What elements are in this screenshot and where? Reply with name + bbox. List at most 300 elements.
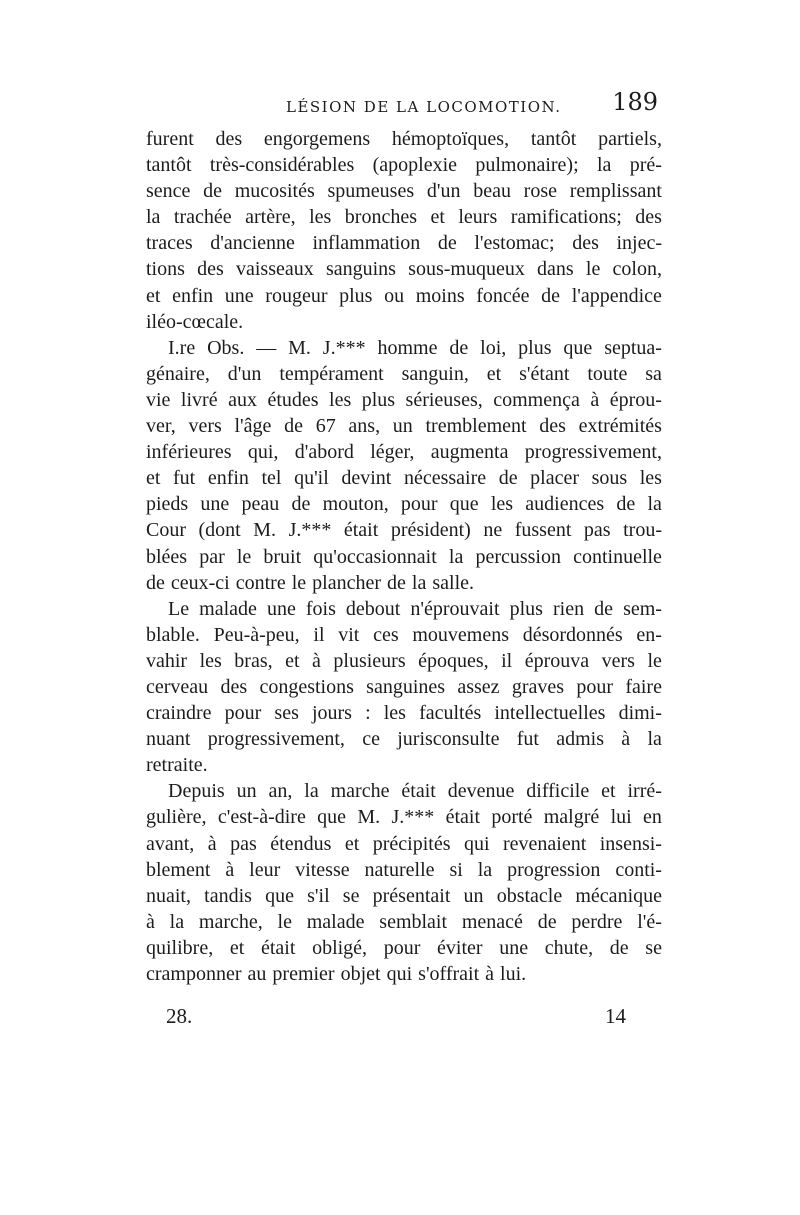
word: fois: [305, 597, 336, 620]
word: devint: [341, 467, 392, 490]
word: leurs: [458, 206, 498, 229]
word: des: [215, 128, 243, 150]
word: à: [485, 963, 495, 985]
text-line: [146, 596, 662, 622]
word: avant,: [146, 832, 195, 855]
word: engorgemens: [263, 128, 371, 150]
word: (apoplexie: [372, 154, 457, 177]
word: augmenta: [430, 441, 509, 464]
word: malgré: [543, 806, 600, 829]
word: facultés: [419, 702, 482, 725]
word: beau: [473, 180, 511, 203]
text-line: [146, 857, 662, 883]
word: (dont: [198, 519, 241, 542]
word: mouton,: [322, 493, 389, 516]
word: sérieuses,: [405, 388, 483, 411]
word: objet: [340, 963, 381, 985]
text-line: [146, 831, 662, 857]
text-line: [146, 570, 662, 596]
word: d'ancienne: [210, 232, 295, 255]
word: Le: [168, 597, 190, 620]
word: rougeur: [265, 284, 328, 307]
word: gulière,: [146, 806, 207, 829]
word: nuant: [146, 728, 191, 751]
word: hémoptoïques,: [391, 128, 510, 150]
word: mucosités: [234, 180, 315, 203]
word: bronches: [344, 206, 417, 229]
word: vahir: [146, 649, 188, 672]
word: à: [146, 910, 155, 933]
word: époques,: [418, 649, 489, 672]
word: M.: [357, 806, 381, 829]
word: remplissant: [569, 180, 662, 203]
word: était: [445, 806, 481, 829]
word: plusieurs: [333, 649, 406, 672]
word: lui.: [500, 963, 527, 985]
word: progression: [507, 858, 601, 881]
word: furent: [146, 128, 194, 150]
word: le: [585, 258, 601, 281]
text-line: [146, 335, 662, 361]
word: moins: [415, 284, 465, 307]
word: de: [537, 910, 557, 933]
word: se: [342, 884, 360, 907]
word: qui,: [247, 441, 279, 464]
word: de: [594, 597, 614, 620]
word: artère,: [245, 206, 296, 229]
word: précipités: [372, 832, 451, 855]
word: vers: [601, 649, 635, 672]
word: de: [616, 493, 636, 516]
word: craindre: [146, 702, 212, 725]
word: marche: [330, 780, 390, 803]
word: n'éprouvait: [410, 597, 500, 620]
word: les: [639, 467, 662, 490]
word: qui: [463, 832, 490, 855]
word: s'offrait: [418, 963, 480, 985]
word: ou: [384, 284, 405, 307]
word: I.re: [168, 336, 196, 359]
word: dans: [537, 258, 574, 281]
word: des: [635, 206, 662, 229]
word: qu'occasionnait: [313, 545, 437, 568]
word: les: [490, 493, 514, 516]
word: enfin: [172, 284, 214, 307]
word: graves: [511, 675, 565, 698]
word: M.: [253, 519, 277, 542]
word: tions: [146, 258, 185, 281]
word: M.: [288, 336, 311, 359]
word: pré-: [629, 154, 662, 177]
word: d'un: [426, 180, 461, 203]
word: traces: [146, 232, 193, 255]
text-line: [146, 361, 662, 387]
word: inflammation: [312, 232, 421, 255]
word: la: [448, 545, 464, 568]
word: désordonnés: [522, 623, 623, 646]
word: l'appendice: [571, 284, 662, 307]
word: s'étant: [519, 362, 570, 385]
body-text: [146, 126, 662, 987]
word: les: [199, 649, 222, 672]
word: J.***: [288, 519, 332, 542]
word: malade: [199, 597, 257, 620]
word: pas: [583, 519, 611, 542]
word: injec-: [616, 232, 662, 255]
word: des: [539, 415, 566, 438]
word: vers: [188, 415, 222, 438]
word: la: [411, 571, 427, 594]
word: pulmonaire);: [475, 154, 579, 177]
word: à: [207, 832, 217, 855]
word: leur: [249, 858, 281, 881]
word: Cour: [146, 519, 186, 542]
word: la: [304, 780, 319, 803]
word: plus: [509, 597, 543, 620]
word: revenaient: [503, 832, 587, 855]
word: des: [220, 675, 248, 698]
text-line: [146, 439, 662, 465]
text-line: [146, 648, 662, 674]
word: ces: [373, 623, 399, 646]
word: devenue: [447, 780, 515, 803]
word: partiels,: [598, 128, 662, 150]
text-line: [146, 674, 662, 700]
word: Obs.: [207, 336, 245, 359]
word: et: [285, 649, 300, 672]
word: audiences: [525, 493, 605, 516]
word: ne: [483, 519, 503, 542]
text-line: [146, 256, 662, 282]
word: tempérament: [279, 362, 384, 385]
word: insensi-: [599, 832, 662, 855]
word: le: [647, 649, 662, 672]
word: inférieures: [146, 441, 232, 464]
word: vitesse: [295, 858, 350, 881]
word: que: [317, 806, 347, 829]
word: le: [236, 545, 252, 568]
word: marche,: [198, 910, 263, 933]
word: était: [260, 936, 296, 959]
word: intellectuelles: [494, 702, 606, 725]
word: toute: [587, 362, 628, 385]
word: rose: [523, 180, 557, 203]
word: peau: [241, 493, 280, 516]
text-line: [146, 126, 662, 152]
word: un: [392, 415, 413, 438]
word: léger,: [370, 441, 415, 464]
word: percussion: [475, 545, 561, 568]
word: nuait,: [146, 884, 191, 907]
word: ce: [362, 728, 380, 751]
word: études: [267, 388, 319, 411]
word: blées: [146, 545, 188, 568]
word: contre: [235, 571, 286, 594]
word: nécessaire: [403, 467, 487, 490]
word: de: [284, 415, 303, 438]
word: vit: [338, 623, 360, 646]
text-line: [146, 883, 662, 909]
word: la: [647, 728, 662, 751]
text-line: [146, 230, 662, 256]
word: pas: [230, 832, 257, 855]
word: éprouva: [524, 649, 590, 672]
word: Peu-à-peu,: [213, 623, 300, 646]
word: trou-: [623, 519, 662, 542]
word: en: [643, 806, 662, 829]
word: ses: [274, 702, 299, 725]
word: iléo-cœcale.: [146, 310, 244, 333]
word: jours: [311, 702, 352, 725]
word: éviter: [437, 936, 483, 959]
word: plus: [361, 388, 396, 411]
word: livré: [180, 388, 218, 411]
word: salle.: [432, 571, 475, 594]
word: obligé,: [312, 936, 368, 959]
text-line: [146, 204, 662, 230]
word: qui: [386, 963, 413, 985]
word: naturelle: [364, 858, 435, 881]
word: que: [449, 493, 479, 516]
text-line: [146, 961, 662, 987]
word: à: [621, 728, 631, 751]
word: des: [197, 258, 224, 281]
word: et: [344, 832, 360, 855]
word: les: [329, 388, 352, 411]
word: le: [291, 571, 307, 594]
text-line: [146, 387, 662, 413]
word: J.***: [391, 806, 435, 829]
word: admis: [556, 728, 605, 751]
word: tantôt: [146, 154, 192, 177]
word: la: [596, 154, 612, 177]
word: d'un: [227, 362, 262, 385]
word: septua-: [604, 336, 662, 359]
word: debout: [345, 597, 401, 620]
word: chute,: [544, 936, 594, 959]
word: progressivement,: [524, 441, 662, 464]
word: sanguin,: [401, 362, 469, 385]
word: plus: [339, 284, 373, 307]
word: en-: [636, 623, 662, 646]
word: et: [486, 362, 502, 385]
text-line: [146, 935, 662, 961]
word: président): [390, 519, 471, 542]
word: d'abord: [294, 441, 354, 464]
text-line: [146, 283, 662, 309]
word: commença: [493, 388, 580, 411]
word: quilibre,: [146, 936, 214, 959]
word: trachée: [173, 206, 232, 229]
word: 67: [315, 415, 336, 438]
word: un: [236, 780, 257, 803]
word: Depuis: [168, 780, 225, 803]
word: premier: [272, 963, 335, 985]
text-line: [146, 909, 662, 935]
page-number: 189: [612, 88, 658, 116]
word: sa: [645, 362, 662, 385]
word: fut: [516, 728, 539, 751]
word: une: [200, 493, 230, 516]
word: des: [572, 232, 599, 255]
word: congestions: [259, 675, 354, 698]
page-footer: [166, 1004, 626, 1034]
word: colon,: [612, 258, 662, 281]
word: dimi-: [618, 702, 662, 725]
word: l'estomac;: [474, 232, 555, 255]
word: assez: [457, 675, 500, 698]
word: ceux-ci: [170, 571, 230, 594]
word: il: [501, 649, 513, 672]
word: de: [387, 571, 406, 594]
word: de: [498, 467, 518, 490]
word: plancher: [312, 571, 382, 594]
word: et: [146, 467, 161, 490]
word: par: [199, 545, 225, 568]
word: lui: [610, 806, 632, 829]
text-line: [146, 178, 662, 204]
word: vie: [146, 388, 171, 411]
word: une: [224, 284, 254, 307]
text-line: [146, 152, 662, 178]
word: J.***: [322, 336, 366, 359]
word: rien: [552, 597, 585, 620]
word: sem-: [623, 597, 662, 620]
sheet-number: 14: [605, 1004, 626, 1028]
word: les: [383, 702, 406, 725]
word: an,: [268, 780, 293, 803]
word: tandis: [204, 884, 252, 907]
word: au: [247, 963, 267, 985]
word: un: [463, 884, 484, 907]
word: fut: [173, 467, 196, 490]
text-line: [146, 517, 662, 543]
word: sanguines: [366, 675, 446, 698]
word: irré-: [627, 780, 662, 803]
word: plus: [518, 336, 552, 359]
word: fussent: [514, 519, 572, 542]
text-line: [146, 726, 662, 752]
word: blement: [146, 858, 211, 881]
word: ans,: [348, 415, 381, 438]
word: pour: [224, 702, 262, 725]
running-title: LÉSION DE LA LOCOMOTION.: [286, 98, 562, 116]
word: génaire,: [146, 362, 210, 385]
word: de: [609, 936, 629, 959]
word: à: [312, 649, 321, 672]
word: pour: [576, 675, 614, 698]
word: présentait: [372, 884, 451, 907]
word: tremblement: [425, 415, 527, 438]
word: de: [203, 180, 223, 203]
word: une: [266, 597, 296, 620]
word: sanguins: [325, 258, 396, 281]
word: sous-muqueux: [408, 258, 525, 281]
word: la: [477, 858, 493, 881]
word: que: [265, 884, 294, 907]
word: tel: [261, 467, 282, 490]
word: spumeuses: [327, 180, 415, 203]
word: et: [601, 780, 616, 803]
word: à: [225, 858, 235, 881]
word: aux: [228, 388, 257, 411]
word: ver,: [146, 415, 176, 438]
text-line: [146, 700, 662, 726]
word: la: [169, 910, 185, 933]
text-line: [146, 622, 662, 648]
word: de: [437, 232, 457, 255]
word: cerveau: [146, 675, 209, 698]
word: de: [449, 336, 469, 359]
word: étendus: [270, 832, 332, 855]
text-line: [146, 804, 662, 830]
word: progressivement,: [207, 728, 345, 751]
signature-mark: 28.: [166, 1004, 193, 1028]
word: continuelle: [573, 545, 662, 568]
word: sous: [591, 467, 628, 490]
word: pour: [383, 936, 421, 959]
word: sence: [146, 180, 191, 203]
word: se: [645, 936, 662, 959]
word: foncée: [476, 284, 530, 307]
word: de: [146, 571, 165, 594]
word: blable.: [146, 623, 200, 646]
word: de: [291, 493, 311, 516]
word: tantôt: [530, 128, 577, 150]
word: homme: [377, 336, 438, 359]
word: une: [499, 936, 529, 959]
word: ramifications;: [510, 206, 622, 229]
word: qu'il: [294, 467, 329, 490]
word: perdre: [571, 910, 623, 933]
word: à: [590, 388, 600, 411]
word: l'âge: [234, 415, 272, 438]
word: menacé: [461, 910, 523, 933]
word: était: [401, 780, 436, 803]
word: et: [430, 206, 445, 229]
word: obstacle: [496, 884, 563, 907]
word: bruit: [263, 545, 302, 568]
word: l'é-: [637, 910, 662, 933]
word: placer: [530, 467, 580, 490]
word: il: [313, 623, 325, 646]
word: extrémités: [578, 415, 662, 438]
text-line: [146, 465, 662, 491]
word: cramponner: [146, 963, 242, 985]
word: les: [309, 206, 332, 229]
word: très-considérables: [209, 154, 355, 177]
word: la: [647, 493, 662, 516]
word: porté: [491, 806, 533, 829]
word: malade: [306, 910, 365, 933]
word: conti-: [615, 858, 662, 881]
word: c'est-à-dire: [217, 806, 306, 829]
word: le: [277, 910, 292, 933]
word: semblait: [379, 910, 448, 933]
word: et: [229, 936, 245, 959]
word: jurisconsulte: [397, 728, 500, 751]
word: et: [146, 284, 161, 307]
word: pour: [400, 493, 438, 516]
text-line: [146, 491, 662, 517]
text-line: [146, 309, 662, 335]
text-line: [146, 413, 662, 439]
word: bras,: [234, 649, 273, 672]
word: —: [256, 336, 277, 359]
word: si: [449, 858, 463, 881]
word: :: [365, 702, 371, 725]
page-header: [148, 88, 658, 122]
